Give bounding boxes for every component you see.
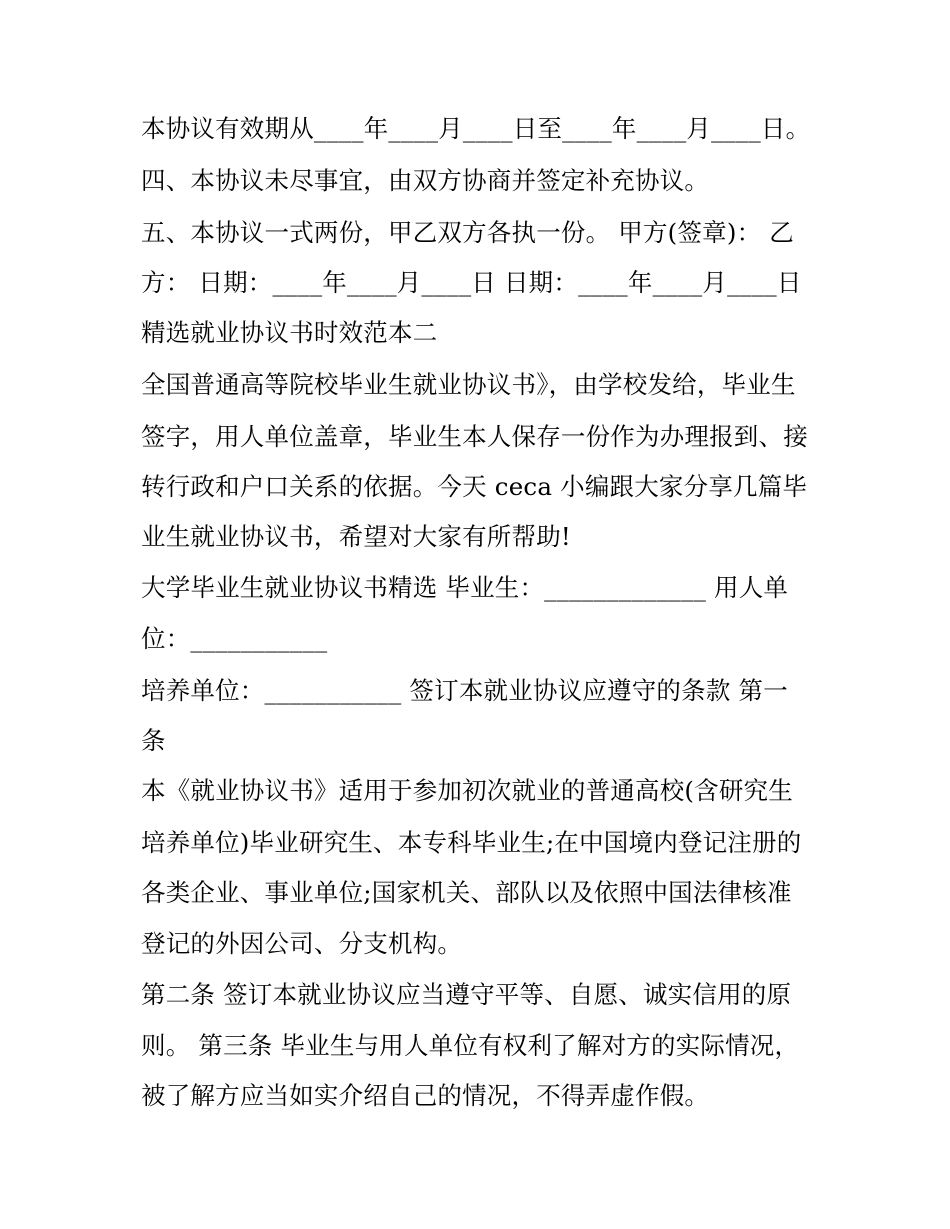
text-line: 本协议有效期从____年____月____日至____年____月____日。: [141, 114, 811, 143]
text-line: 位：___________: [141, 624, 328, 653]
text-line: 大学毕业生就业协议书精选 毕业生：_____________ 用人单: [141, 573, 789, 602]
text-line: 方： 日期：____年____月____日 日期：____年____月____日: [141, 268, 802, 297]
text-line: 签字，用人单位盖章，毕业生本人保存一份作为办理报到、接: [141, 422, 808, 451]
section-heading: 精选就业协议书时效范本二: [141, 318, 438, 347]
text-line: 培养单位)毕业研究生、本专科毕业生;在中国境内登记注册的: [141, 828, 802, 857]
text-line: 五、本协议一式两份，甲乙双方各执一份。 甲方(签章)： 乙: [141, 218, 794, 247]
text-line: 则。 第三条 毕业生与用人单位有权利了解对方的实际情况，: [141, 1031, 800, 1060]
text-line: 培养单位：___________ 签订本就业协议应遵守的条款 第一: [141, 676, 788, 705]
text-line: 登记的外因公司、分支机构。: [141, 929, 463, 958]
text-line: 转行政和户口关系的依据。今天 ceca 小编跟大家分享几篇毕: [141, 472, 808, 501]
text-line: 条: [141, 726, 166, 755]
text-line: 四、本协议未尽事宜，由双方协商并签定补充协议。: [141, 166, 710, 195]
text-line: 本《就业协议书》适用于参加初次就业的普通高校(含研究生: [141, 776, 793, 805]
text-line: 全国普通高等院校毕业生就业协议书》，由学校发给，毕业生: [141, 370, 796, 399]
text-line: 第二条 签订本就业协议应当遵守平等、自愿、诚实信用的原: [141, 980, 792, 1009]
text-line: 被了解方应当如实介绍自己的情况，不得弄虚作假。: [141, 1081, 710, 1110]
text-line: 各类企业、事业单位;国家机关、部队以及依照中国法律核准: [141, 878, 792, 907]
text-line: 业生就业协议书，希望对大家有所帮助!: [141, 522, 571, 551]
